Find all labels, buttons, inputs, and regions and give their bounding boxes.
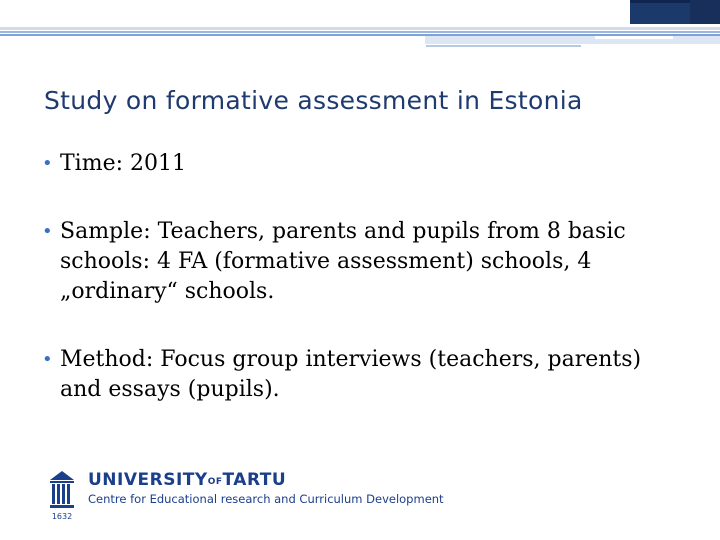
university-name: UNIVERSITYOFTARTU: [88, 470, 287, 490]
bullet-dot-icon: •: [42, 221, 53, 242]
slide-title: Study on formative assessment in Estonia: [44, 86, 583, 115]
bullet-list: [40, 149, 680, 405]
bullet-text: Method: Focus group interviews (teachers, parents) and essays (pupils).: [60, 347, 642, 402]
crest-year: 1632: [51, 512, 73, 521]
bullet-text: Sample: Teachers, parents and pupils from 8 basic schools: 4 FA (formative assessment) schools, 4 „ordinary“ schools.: [60, 219, 626, 304]
bullet-dot-icon: •: [42, 153, 53, 174]
bullet-dot-icon: •: [42, 349, 53, 370]
university-logo: [48, 468, 444, 532]
centre-name: Centre for Educational research and Curriculum Development: [88, 492, 444, 506]
university-crest-icon: [48, 468, 76, 524]
bullet-item-time: [40, 149, 680, 179]
top-decorative-bands: [0, 0, 720, 60]
bullet-item-method: [40, 345, 680, 405]
bullet-item-sample: [40, 217, 680, 307]
bullet-text: Time: 2011: [60, 151, 186, 176]
